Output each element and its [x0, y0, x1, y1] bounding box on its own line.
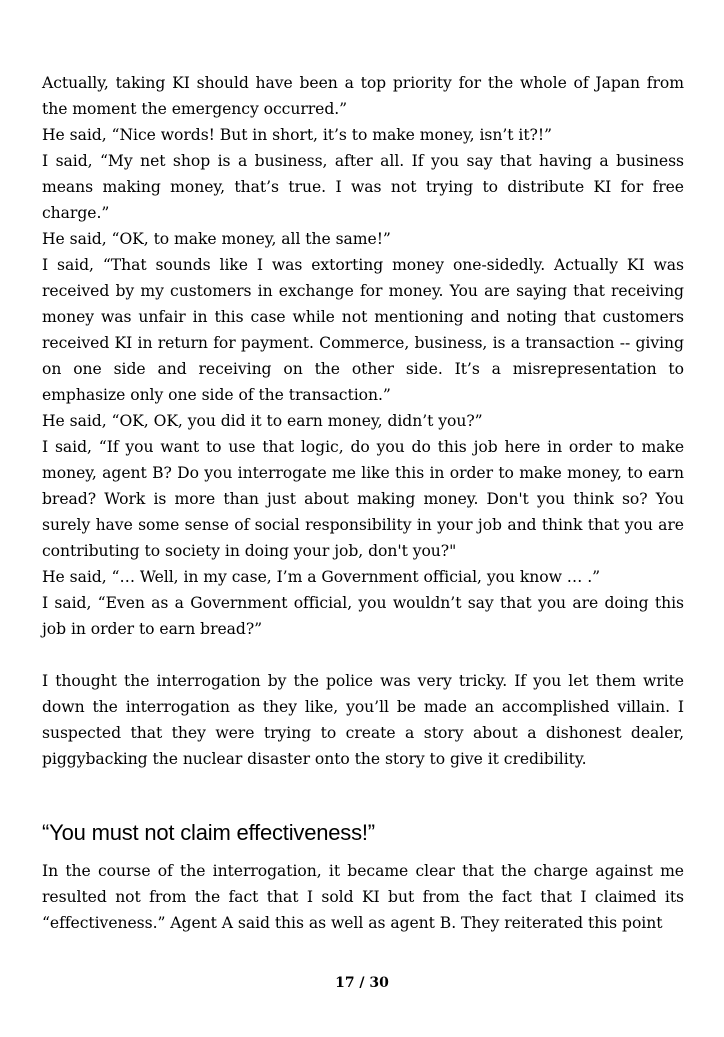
paragraph: He said, “Nice words! But in short, it’s to make money, isn’t it?!”	[42, 126, 552, 144]
paragraph: He said, “OK, to make money, all the same!”	[42, 230, 391, 248]
paragraph: I said, “Even as a Government official, you wouldn’t say that you are doing this job in order to earn bread?”	[42, 594, 684, 638]
paragraph: I said, “My net shop is a business, after all. If you say that having a business means making money, that’s true. I was not trying to distribute KI for free charge.”	[42, 152, 684, 222]
paragraph: He said, “… Well, in my case, I’m a Government official, you know … .”	[42, 568, 601, 586]
paragraph: Actually, taking KI should have been a top priority for the whole of Japan from the moment the emergency occurred.”	[42, 74, 684, 118]
paragraph: I said, “If you want to use that logic, do you do this job here in order to make money, agent B? Do you interrogate me like this in order to make money, to earn bread? Work is more than just about making money. Don't you think so? You surely have some sense of social responsibility in your job and think that you are contributing to society in doing your job, don't you?"	[42, 438, 684, 560]
section-heading: “You must not claim effectiveness!”	[42, 820, 375, 845]
paragraph: I thought the interrogation by the police was very tricky. If you let them write down the interrogation as they like, you’ll be made an accomplished villain. I suspected that they were trying to create a story about a dishonest dealer, piggybacking the nuclear disaster onto the story to give it credibility.	[42, 672, 684, 768]
paragraph: In the course of the interrogation, it became clear that the charge against me resulted not from the fact that I sold KI but from the fact that I claimed its “effectiveness.” Agent A said this as well as agent B. They reiterated this point	[42, 862, 684, 932]
page-number: 17 / 30	[335, 975, 389, 991]
paragraph: He said, “OK, OK, you did it to earn money, didn’t you?”	[42, 412, 483, 430]
document-body	[42, 70, 684, 936]
paragraph: I said, “That sounds like I was extorting money one-sidedly. Actually KI was received by my customers in exchange for money. You are saying that receiving money was unfair in this case while not mentioning and noting that customers received KI in return for payment. Commerce, business, is a transaction -- giving on one side and receiving on the other side. It’s a misrepresentation to emphasize only one side of the transaction.”	[42, 256, 684, 404]
